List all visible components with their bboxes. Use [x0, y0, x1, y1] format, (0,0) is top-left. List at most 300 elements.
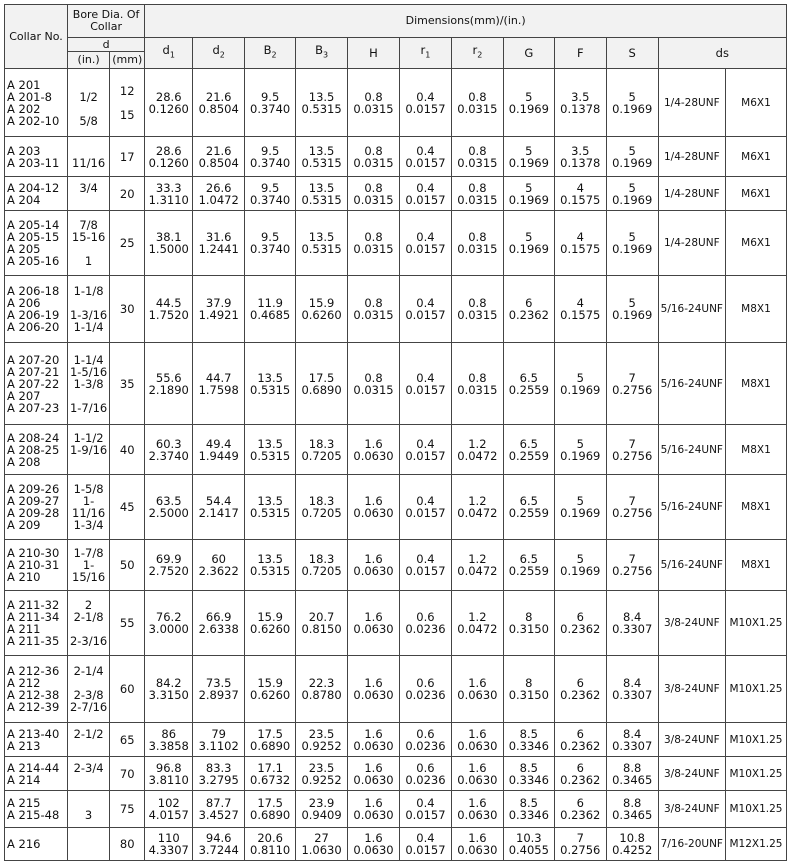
dim-mm-value: 60.3: [155, 436, 182, 451]
dim-mm-value: 13.5: [308, 230, 335, 244]
dim-inch-value: 0.1969: [612, 101, 653, 116]
dim-cell-g: [503, 475, 554, 540]
dim-inch-value: 0.0472: [457, 448, 498, 463]
collar-no: A 203-11: [7, 155, 60, 170]
bore-inch: [70, 145, 107, 157]
dim-cell-d1: [145, 757, 193, 791]
dim-mm-value: 9.5: [260, 89, 280, 104]
collar-dimensions-table: [4, 4, 787, 861]
dim-cell-h: [348, 591, 400, 656]
dim-mm-value: 5: [628, 89, 636, 104]
dim-inch-value: 3.1102: [198, 738, 239, 753]
table-row: [5, 343, 787, 425]
dim-mm-value: 66.9: [205, 610, 232, 624]
dim-cell-b3: [296, 276, 348, 343]
dim-mm-value: 0.4: [416, 370, 435, 385]
dim-mm-value: 0.4: [416, 230, 435, 244]
dim-mm-value: 96.8: [155, 760, 182, 775]
dim-mm-value: 15.9: [257, 676, 283, 690]
dim-mm-value: 0.4: [416, 296, 435, 310]
collar-no-cell: [5, 343, 68, 425]
dim-inch-value: 0.1969: [508, 155, 549, 170]
dim-cell-r2: [451, 69, 503, 137]
dim-inch-value: 0.6890: [250, 738, 291, 753]
dim-cell-f: [554, 343, 606, 425]
header-col-base: r: [420, 43, 426, 58]
dim-mm-value: 87.7: [205, 796, 232, 810]
dim-inch-value: 0.0630: [353, 843, 394, 857]
dim-cell-s: [606, 343, 658, 425]
dim-inch-value: 2.1890: [148, 382, 189, 397]
dim-inch-value: 0.0630: [457, 688, 498, 702]
dim-inch-value: 0.0315: [353, 242, 394, 256]
dim-cell-g: [503, 723, 554, 757]
bore-mm: 20: [119, 186, 135, 201]
collar-no: A 209-28: [7, 506, 60, 520]
dim-mm-value: 0.4: [416, 552, 435, 566]
dim-inch-value: 0.1969: [612, 242, 653, 256]
collar-no: A 202: [7, 101, 41, 116]
dim-mm-value: 5: [576, 436, 584, 451]
dim-mm-value: 0.4: [416, 494, 435, 508]
ds-unf-cell: 1/4-28UNF: [658, 177, 725, 211]
dim-cell-r2: [451, 475, 503, 540]
dim-mm-value: 0.4: [416, 143, 435, 158]
bore-mm: 30: [119, 302, 135, 316]
dim-cell-g: [503, 177, 554, 211]
dim-mm-value: 6: [525, 296, 533, 310]
ds-metric-cell: M10X1.25: [725, 656, 786, 723]
dim-mm-value: 6: [576, 760, 584, 775]
collar-no-cell: [5, 723, 68, 757]
collar-no-cell: [5, 276, 68, 343]
dim-cell-s: [606, 828, 658, 861]
dim-mm-value: 7: [628, 552, 636, 566]
dim-cell-r2: [451, 211, 503, 276]
dim-mm-value: 4: [576, 180, 584, 195]
dim-mm-value: 0.8: [364, 180, 383, 195]
table-row: [5, 177, 787, 211]
dim-cell-d2: [193, 656, 245, 723]
bore-mm-cell: [110, 69, 145, 137]
dim-mm-value: 8: [525, 676, 533, 690]
bore-inch: 5/8: [79, 113, 98, 128]
table-row: [5, 757, 787, 791]
bore-inch: 1-1/2: [73, 430, 104, 445]
ds-metric-cell: M6X1: [725, 137, 786, 177]
dim-inch-value: 0.1969: [508, 101, 549, 116]
dim-cell-r1: [399, 425, 451, 475]
dim-inch-value: 0.1969: [560, 506, 601, 520]
dim-mm-value: 18.3: [308, 494, 335, 508]
dim-cell-r1: [399, 757, 451, 791]
dim-inch-value: 0.1575: [560, 242, 601, 256]
dim-mm-value: 1.6: [364, 831, 383, 845]
ds-metric-cell: M8X1: [725, 540, 786, 591]
dim-cell-r2: [451, 177, 503, 211]
dim-inch-value: 0.2559: [508, 448, 549, 463]
dim-inch-value: 0.0315: [353, 101, 394, 116]
dim-cell-d2: [193, 475, 245, 540]
dim-cell-s: [606, 69, 658, 137]
dim-cell-g: [503, 591, 554, 656]
dim-mm-value: 13.5: [257, 494, 283, 508]
dim-inch-value: 0.0315: [457, 155, 498, 170]
dim-mm-value: 0.8: [364, 296, 383, 310]
header-col-d2: [193, 38, 245, 69]
bore-inch: 2-1/2: [73, 726, 104, 741]
dim-mm-value: 37.9: [205, 296, 232, 310]
dim-mm-value: 1.6: [468, 831, 487, 845]
dim-cell-d2: [193, 211, 245, 276]
collar-no: A 207-20: [7, 352, 60, 367]
dim-cell-r1: [399, 211, 451, 276]
dim-cell-r2: [451, 540, 503, 591]
dim-inch-value: 0.6260: [250, 622, 291, 636]
dim-mm-value: 31.6: [205, 230, 232, 244]
dim-cell-r2: [451, 591, 503, 656]
collar-no-cell: [5, 828, 68, 861]
ds-metric-cell: M10X1.25: [725, 791, 786, 828]
dim-inch-value: 1.9449: [198, 448, 239, 463]
dim-inch-value: 0.3346: [508, 738, 549, 753]
bore-mm: 25: [119, 236, 135, 250]
bore-inch: 15-16: [71, 230, 106, 244]
dim-cell-f: [554, 828, 606, 861]
dim-inch-value: 0.0630: [353, 808, 394, 822]
collar-no: A 208-25: [7, 442, 60, 457]
dim-inch-value: 0.2362: [508, 308, 549, 322]
dim-inch-value: 0.0157: [405, 448, 446, 463]
dim-inch-value: 0.0157: [405, 808, 446, 822]
bore-inch-cell: [67, 69, 109, 137]
dim-cell-d1: [145, 540, 193, 591]
dim-cell-s: [606, 591, 658, 656]
dim-mm-value: 0.8: [364, 230, 383, 244]
dim-mm-value: 33.3: [155, 180, 182, 195]
dim-inch-value: 0.2559: [508, 382, 549, 397]
ds-metric-cell: M10X1.25: [725, 723, 786, 757]
header-col-s: [606, 38, 658, 69]
dim-mm-value: 1.6: [468, 760, 487, 775]
dim-mm-value: 0.4: [416, 180, 435, 195]
header-col-b2: [245, 38, 296, 69]
dim-inch-value: 0.3740: [250, 192, 291, 207]
dim-mm-value: 6.5: [519, 436, 538, 451]
dim-cell-g: [503, 425, 554, 475]
dim-mm-value: 63.5: [155, 494, 182, 508]
dim-cell-s: [606, 211, 658, 276]
collar-no: A 207: [7, 388, 41, 403]
dim-cell-s: [606, 276, 658, 343]
dim-mm-value: 5: [628, 180, 636, 195]
dim-cell-f: [554, 69, 606, 137]
table-row: [5, 276, 787, 343]
dim-mm-value: 23.5: [308, 760, 335, 775]
header-col-r1: [399, 38, 451, 69]
collar-no-cell: [5, 757, 68, 791]
dim-inch-value: 0.7205: [301, 448, 342, 463]
dim-cell-f: [554, 540, 606, 591]
dim-mm-value: 23.5: [308, 726, 335, 741]
dim-inch-value: 0.2559: [508, 564, 549, 578]
bore-inch: 1-: [82, 558, 95, 572]
dim-cell-d2: [193, 425, 245, 475]
dim-mm-value: 6.5: [519, 494, 538, 508]
bore-inch: [70, 456, 107, 468]
dim-inch-value: 3.3858: [148, 738, 189, 753]
ds-metric-cell: M10X1.25: [725, 757, 786, 791]
bore-mm-cell: [110, 828, 145, 861]
dim-cell-d2: [193, 791, 245, 828]
dim-cell-f: [554, 276, 606, 343]
dim-inch-value: 0.8780: [301, 688, 342, 702]
dim-inch-value: 0.0157: [405, 308, 446, 322]
dim-mm-value: 8.4: [623, 676, 642, 690]
collar-no-cell: [5, 137, 68, 177]
dim-cell-r2: [451, 723, 503, 757]
dim-mm-value: 86: [161, 726, 177, 741]
collar-no: A 208-24: [7, 430, 60, 445]
table-row: [5, 425, 787, 475]
dim-mm-value: 73.5: [205, 676, 232, 690]
header-col-base: G: [524, 46, 534, 60]
dim-mm-value: 17.5: [257, 796, 283, 810]
table-row: [5, 540, 787, 591]
dim-mm-value: 6: [576, 610, 584, 624]
dim-inch-value: 0.5315: [301, 101, 342, 116]
dim-mm-value: 26.6: [205, 180, 232, 195]
dim-inch-value: 0.0157: [405, 242, 446, 256]
dim-inch-value: 0.9252: [301, 738, 342, 753]
dim-cell-h: [348, 177, 400, 211]
dim-inch-value: 0.0630: [457, 772, 498, 787]
dim-cell-b2: [245, 791, 296, 828]
dim-mm-value: 6.5: [519, 552, 538, 566]
dim-mm-value: 27: [314, 831, 329, 845]
header-bore-title: Bore Dia. Of Collar: [67, 5, 144, 38]
bore-inch-cell: [67, 828, 109, 861]
dim-cell-b3: [296, 343, 348, 425]
dim-mm-value: 54.4: [205, 494, 232, 508]
bore-mm-cell: [110, 757, 145, 791]
dim-cell-r2: [451, 656, 503, 723]
dim-inch-value: 3.2795: [198, 772, 239, 787]
dim-inch-value: 0.6260: [250, 688, 291, 702]
bore-inch: 2: [84, 598, 93, 612]
collar-no-cell: [5, 540, 68, 591]
dim-inch-value: 0.0630: [353, 738, 394, 753]
dim-inch-value: 0.2362: [560, 772, 601, 787]
dim-cell-f: [554, 425, 606, 475]
bore-mm: 35: [119, 376, 135, 391]
dim-cell-d1: [145, 177, 193, 211]
dim-inch-value: 0.1969: [612, 155, 653, 170]
dim-mm-value: 15.9: [308, 296, 335, 310]
dim-inch-value: 1.5000: [148, 242, 189, 256]
dim-inch-value: 0.3346: [508, 772, 549, 787]
dim-cell-d1: [145, 828, 193, 861]
dim-cell-r1: [399, 177, 451, 211]
bore-inch: 1/2: [79, 89, 98, 104]
table-row: [5, 828, 787, 861]
ds-unf-cell: 3/8-24UNF: [658, 591, 725, 656]
dim-cell-g: [503, 656, 554, 723]
ds-unf-cell: 7/16-20UNF: [658, 828, 725, 861]
dim-cell-s: [606, 475, 658, 540]
dim-cell-r1: [399, 656, 451, 723]
bore-mm-cell: [110, 540, 145, 591]
collar-no: A 209: [7, 518, 41, 532]
bore-inch: 1-3/4: [73, 518, 104, 532]
dim-inch-value: 0.0315: [457, 242, 498, 256]
dim-inch-value: 0.8504: [198, 101, 239, 116]
dim-inch-value: 3.0000: [148, 622, 189, 636]
dim-mm-value: 10.8: [619, 831, 645, 845]
bore-inch-cell: [67, 177, 109, 211]
bore-inch: [70, 838, 107, 850]
dim-cell-b2: [245, 723, 296, 757]
dim-inch-value: 1.7520: [148, 308, 189, 322]
dim-mm-value: 5: [628, 143, 636, 158]
header-col-base: H: [369, 46, 378, 60]
collar-no: A 201: [7, 77, 41, 92]
ds-unf-cell: 5/16-24UNF: [658, 425, 725, 475]
dim-cell-h: [348, 425, 400, 475]
dim-inch-value: 3.4527: [198, 808, 239, 822]
dim-cell-f: [554, 211, 606, 276]
ds-unf-cell: 3/8-24UNF: [658, 723, 725, 757]
dim-inch-value: 0.3465: [612, 772, 653, 787]
dim-mm-value: 3.5: [571, 89, 590, 104]
bore-mm: 65: [119, 732, 135, 747]
dim-mm-value: 5: [576, 370, 584, 385]
dim-inch-value: 0.3307: [612, 738, 653, 753]
dim-cell-r1: [399, 276, 451, 343]
dim-cell-h: [348, 757, 400, 791]
dim-mm-value: 17.5: [257, 726, 283, 741]
dim-cell-s: [606, 757, 658, 791]
bore-inch-cell: [67, 475, 109, 540]
dim-inch-value: 0.3346: [508, 808, 549, 822]
dim-inch-value: 0.1260: [148, 155, 189, 170]
dim-cell-b3: [296, 211, 348, 276]
dim-cell-g: [503, 757, 554, 791]
dim-inch-value: 0.0157: [405, 564, 446, 578]
dim-inch-value: 0.0315: [457, 308, 498, 322]
dim-inch-value: 0.1969: [612, 308, 653, 322]
bore-mm-cell: [110, 723, 145, 757]
collar-no: A 210: [7, 570, 41, 584]
dim-cell-d1: [145, 69, 193, 137]
dim-mm-value: 0.8: [364, 370, 383, 385]
dim-inch-value: 0.0630: [457, 808, 498, 822]
header-col-base: r: [472, 43, 478, 58]
dim-cell-r1: [399, 343, 451, 425]
bore-inch-cell: [67, 137, 109, 177]
dim-mm-value: 0.8: [468, 296, 487, 310]
collar-no: A 209-26: [7, 482, 60, 496]
dim-cell-g: [503, 540, 554, 591]
dim-inch-value: 2.5000: [148, 506, 189, 520]
dim-mm-value: 38.1: [155, 230, 182, 244]
dim-inch-value: 0.7205: [301, 506, 342, 520]
dim-cell-h: [348, 475, 400, 540]
bore-inch: [70, 103, 107, 115]
dim-mm-value: 1.6: [468, 796, 487, 810]
dim-inch-value: 0.0630: [353, 448, 394, 463]
dim-cell-b2: [245, 343, 296, 425]
bore-mm-cell: [110, 137, 145, 177]
collar-no: A 207-22: [7, 376, 60, 391]
dim-mm-value: 0.4: [416, 796, 435, 810]
dim-cell-b3: [296, 591, 348, 656]
dim-inch-value: 1.0630: [301, 843, 342, 857]
dim-inch-value: 0.5315: [250, 506, 291, 520]
dim-mm-value: 1.2: [468, 610, 487, 624]
dim-inch-value: 0.5315: [250, 382, 291, 397]
collar-no: A 212-39: [7, 700, 60, 714]
dim-inch-value: 0.0157: [405, 382, 446, 397]
dim-cell-f: [554, 723, 606, 757]
dim-cell-b3: [296, 69, 348, 137]
dim-mm-value: 13.5: [308, 89, 335, 104]
dim-inch-value: 0.0236: [405, 738, 446, 753]
dim-mm-value: 8.4: [623, 726, 642, 741]
dim-mm-value: 8.8: [623, 760, 642, 775]
dim-cell-b2: [245, 276, 296, 343]
ds-metric-cell: M8X1: [725, 475, 786, 540]
dim-cell-b3: [296, 791, 348, 828]
dim-mm-value: 1.2: [468, 494, 487, 508]
collar-no: A 206: [7, 296, 41, 310]
bore-inch-cell: [67, 723, 109, 757]
dim-inch-value: 0.3307: [612, 688, 653, 702]
dim-mm-value: 1.2: [468, 552, 487, 566]
table-row: [5, 475, 787, 540]
ds-unf-cell: 1/4-28UNF: [658, 137, 725, 177]
dim-cell-r1: [399, 828, 451, 861]
bore-inch: 15/16: [72, 570, 106, 584]
dim-mm-value: 0.6: [416, 726, 435, 741]
header-col-sub: 2: [477, 50, 483, 60]
bore-mm-cell: [110, 425, 145, 475]
bore-mm: [112, 97, 142, 109]
dim-inch-value: 0.0315: [457, 101, 498, 116]
dim-cell-d1: [145, 475, 193, 540]
dim-mm-value: 18.3: [308, 552, 335, 566]
dim-mm-value: 13.5: [257, 552, 283, 566]
collar-no: A 215: [7, 796, 41, 810]
dim-mm-value: 8.5: [519, 796, 538, 810]
dim-inch-value: 0.0315: [353, 155, 394, 170]
dim-mm-value: 0.8: [364, 89, 383, 104]
dim-mm-value: 79: [211, 726, 226, 741]
ds-unf-cell: 3/8-24UNF: [658, 791, 725, 828]
dim-cell-r1: [399, 69, 451, 137]
dim-mm-value: 13.5: [308, 143, 335, 158]
table-row: [5, 137, 787, 177]
dim-inch-value: 0.0315: [353, 308, 394, 322]
dim-cell-s: [606, 540, 658, 591]
dim-mm-value: 5: [628, 230, 636, 244]
dim-mm-value: 17.1: [257, 760, 283, 775]
dim-inch-value: 0.2362: [560, 622, 601, 636]
bore-inch: [70, 79, 107, 91]
header-col-d1: [145, 38, 193, 69]
dim-mm-value: 1.6: [364, 436, 383, 451]
dim-inch-value: 4.3307: [148, 843, 189, 857]
